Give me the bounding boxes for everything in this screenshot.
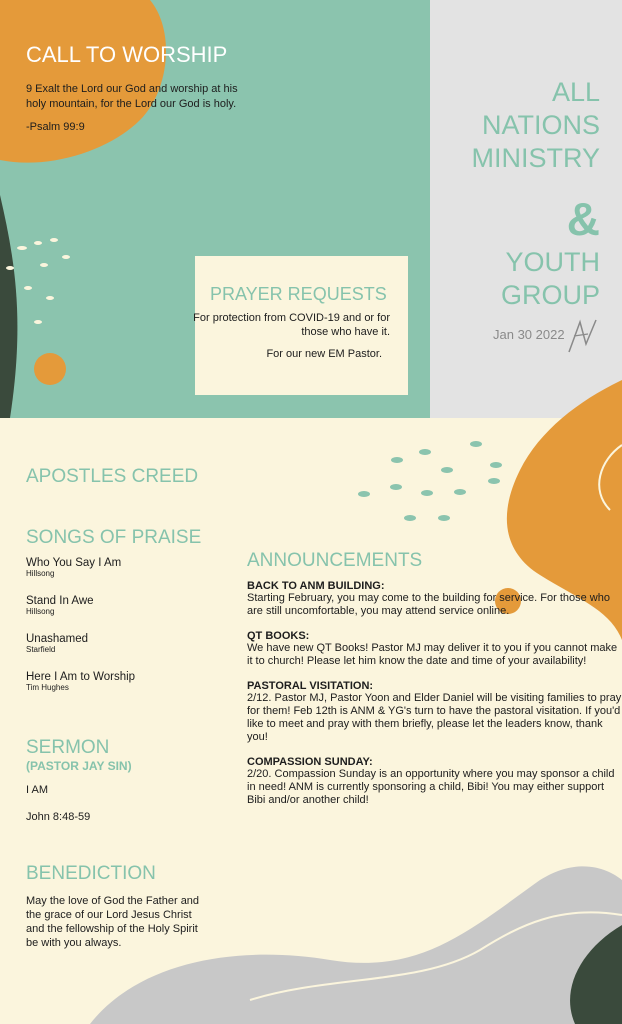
sermon-title: SERMON: [26, 737, 110, 758]
brand-line-group: GROUP: [500, 280, 600, 310]
announcement-heading: QT BOOKS:: [247, 630, 310, 642]
announcement-body: We have new QT Books! Pastor MJ may deliver it to you if you cannot make it to church! Please let him know the date and time of your availability!: [247, 642, 618, 667]
announcements-title: ANNOUNCEMENTS: [247, 550, 423, 571]
brand-line-all: ALL: [551, 77, 600, 107]
bulletin-date: Jan 30 2022: [493, 327, 565, 342]
song-title: Unashamed: [26, 633, 89, 645]
brand-line-ministry: MINISTRY: [471, 143, 600, 173]
sermon-topic: I AM: [26, 784, 49, 796]
brand-ampersand: &: [566, 193, 600, 245]
announcement-body: Starting February, you may come to the building for service. For those who are still uncomfortable, you may attend service online.: [247, 592, 610, 617]
call-to-worship-title: CALL TO WORSHIP: [26, 42, 228, 67]
announcement-heading: BACK TO ANM BUILDING:: [247, 580, 385, 592]
orange-dot-left: [34, 353, 66, 385]
teal-dashes: [358, 441, 502, 521]
list-item: [247, 580, 622, 618]
apostles-creed-title: APOSTLES CREED: [26, 466, 199, 487]
brand-line-nations: NATIONS: [481, 110, 600, 140]
dark-green-left: [0, 195, 17, 418]
song-artist: Hillsong: [26, 607, 55, 616]
song-list: [26, 557, 135, 709]
announcement-heading: COMPASSION SUNDAY:: [247, 756, 373, 768]
song-artist: Tim Hughes: [26, 683, 69, 692]
benediction-title: BENEDICTION: [26, 863, 156, 884]
prayer-request-item: For protection from COVID-19 and or for those who have it.: [193, 312, 390, 338]
song-title: Stand In Awe: [26, 595, 94, 607]
call-to-worship-verse: 9 Exalt the Lord our God and worship at his holy mountain, for the Lord our God is holy.: [26, 83, 238, 110]
list-item: [26, 633, 135, 671]
anm-logo-icon: [566, 318, 600, 354]
song-artist: Hillsong: [26, 569, 55, 578]
announcement-list: [247, 580, 622, 807]
list-item: [247, 756, 622, 807]
brand-line-youth: YOUTH: [505, 247, 600, 277]
announcement-heading: PASTORAL VISITATION:: [247, 680, 374, 692]
list-item: [247, 630, 622, 668]
list-item: [26, 557, 135, 595]
list-item: [26, 671, 135, 709]
song-artist: Starfield: [26, 645, 56, 654]
list-item: [247, 680, 622, 744]
call-to-worship-reference: -Psalm 99:9: [26, 121, 85, 133]
song-title: Here I Am to Worship: [26, 671, 136, 683]
brand-title: [471, 76, 600, 175]
sermon-passage: John 8:48-59: [26, 811, 91, 823]
song-title: Who You Say I Am: [26, 557, 122, 569]
list-item: [26, 595, 135, 633]
benediction-text: May the love of God the Father and the grace of our Lord Jesus Christ and the fellowship of the Holy Spirit be with you always.: [26, 895, 200, 949]
announcement-body: 2/12. Pastor MJ, Pastor Yoon and Elder Daniel will be visiting families to pray for them! Feb 12th is ANM & YG's turn to have the pastoral visitation. If you'd like to meet and pray with them briefly, please let the leaders know, thank you!: [247, 692, 622, 743]
prayer-requests-title: PRAYER REQUESTS: [210, 284, 387, 304]
prayer-request-item: For our new EM Pastor.: [266, 348, 382, 360]
sermon-speaker: (PASTOR JAY SIN): [26, 759, 132, 773]
announcement-body: 2/20. Compassion Sunday is an opportunity where you may sponsor a child in need! ANM is currently sponsoring a child, Bibi! You may either support Bibi and/or another child!: [247, 768, 615, 806]
songs-of-praise-title: SONGS OF PRAISE: [26, 527, 202, 548]
brand-subtitle: [501, 246, 600, 312]
